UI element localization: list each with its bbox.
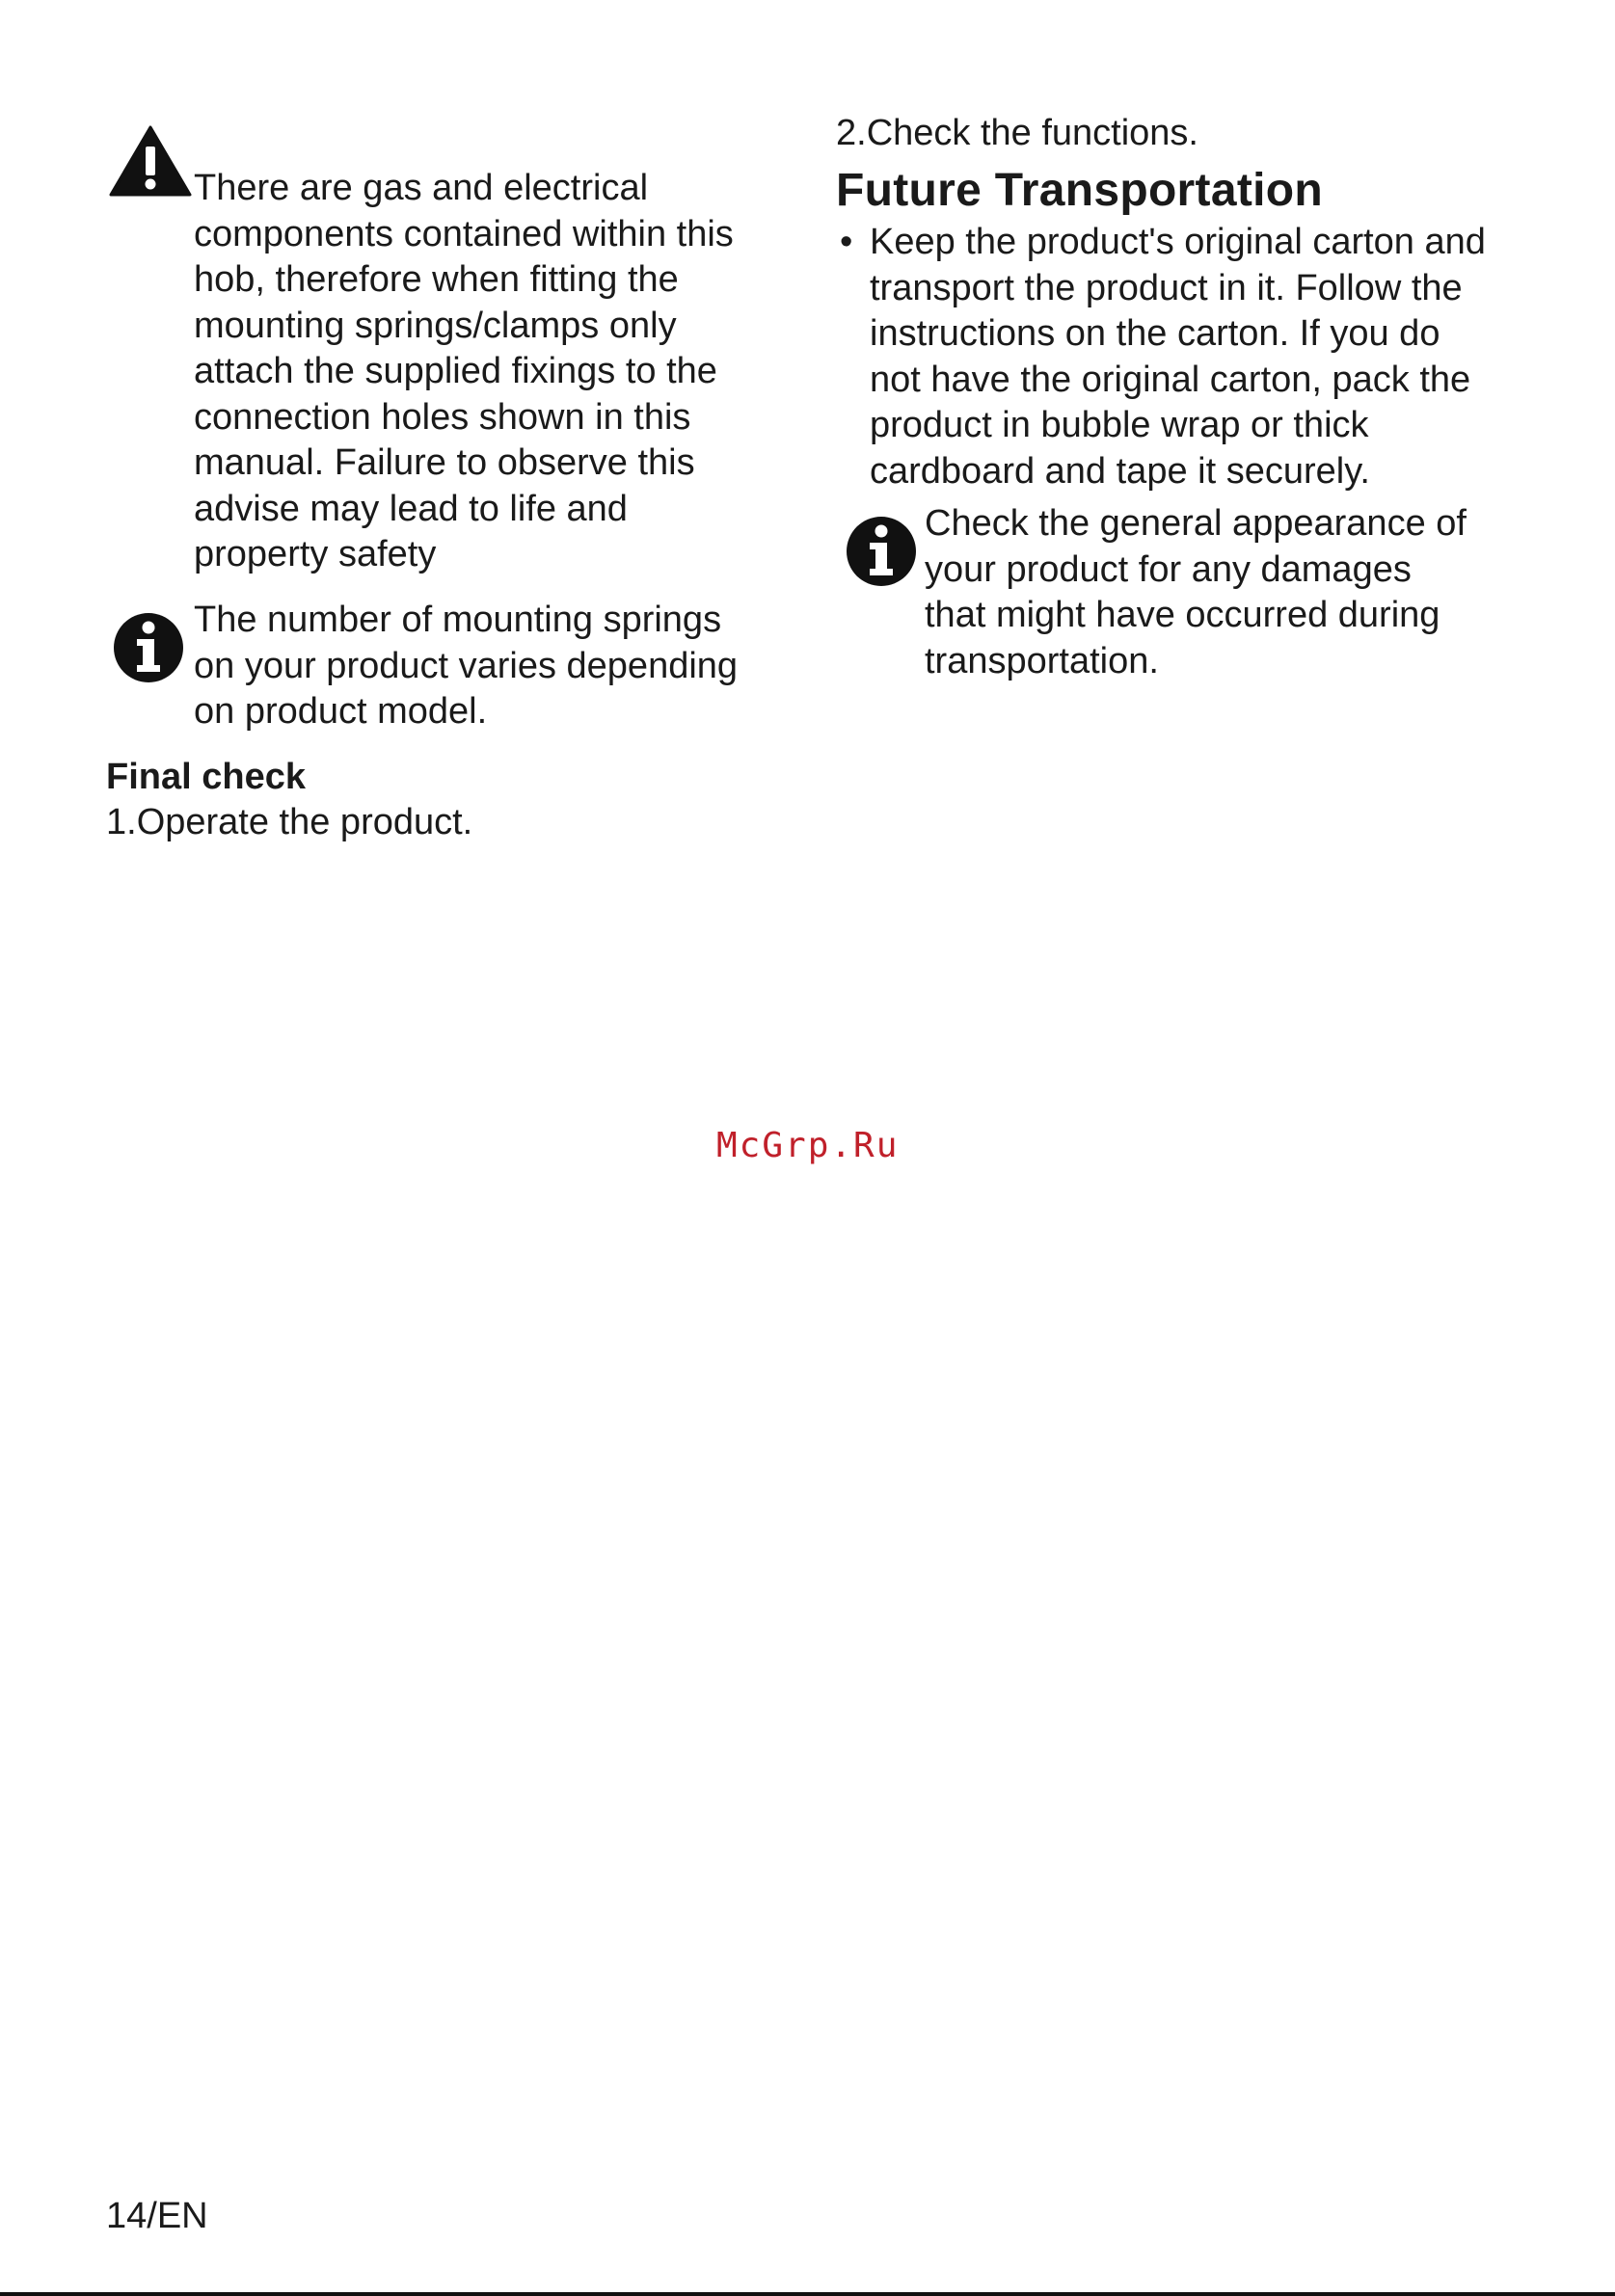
bottom-divider <box>0 2292 1615 2296</box>
future-transportation-heading: Future Transportation <box>836 165 1323 216</box>
info-text-transportation: Check the general appearance of your product for any damages that might have occurred during transportation. <box>925 503 1467 681</box>
warning-triangle-icon <box>109 125 192 199</box>
watermark-link[interactable]: McGrp.Ru <box>716 1126 900 1165</box>
info-text-mounting-springs: The number of mounting springs on your product varies depending on product model. <box>194 600 739 732</box>
step-2-check-functions: 2.Check the functions. <box>836 113 1198 153</box>
info-icon <box>845 515 918 588</box>
final-check-heading: Final check <box>106 757 306 797</box>
transportation-bullet-text: Keep the product's original carton and transport the product in it. Follow the instructions on the carton. If you do not have the original carton, pack the product in bubble wrap or thick cardboard and tape it securely. <box>870 222 1486 492</box>
info-icon <box>112 611 185 684</box>
page-number: 14/EN <box>106 2196 208 2236</box>
warning-text: There are gas and electrical components contained within this hob, therefore when fitting the mounting springs/clamps only attach the supplied fixings to the connection holes shown in this manual. Failure to observe this advise may lead to life and property safety <box>194 168 734 574</box>
step-1-operate: 1.Operate the product. <box>106 802 473 842</box>
bullet-marker: • <box>840 222 853 262</box>
